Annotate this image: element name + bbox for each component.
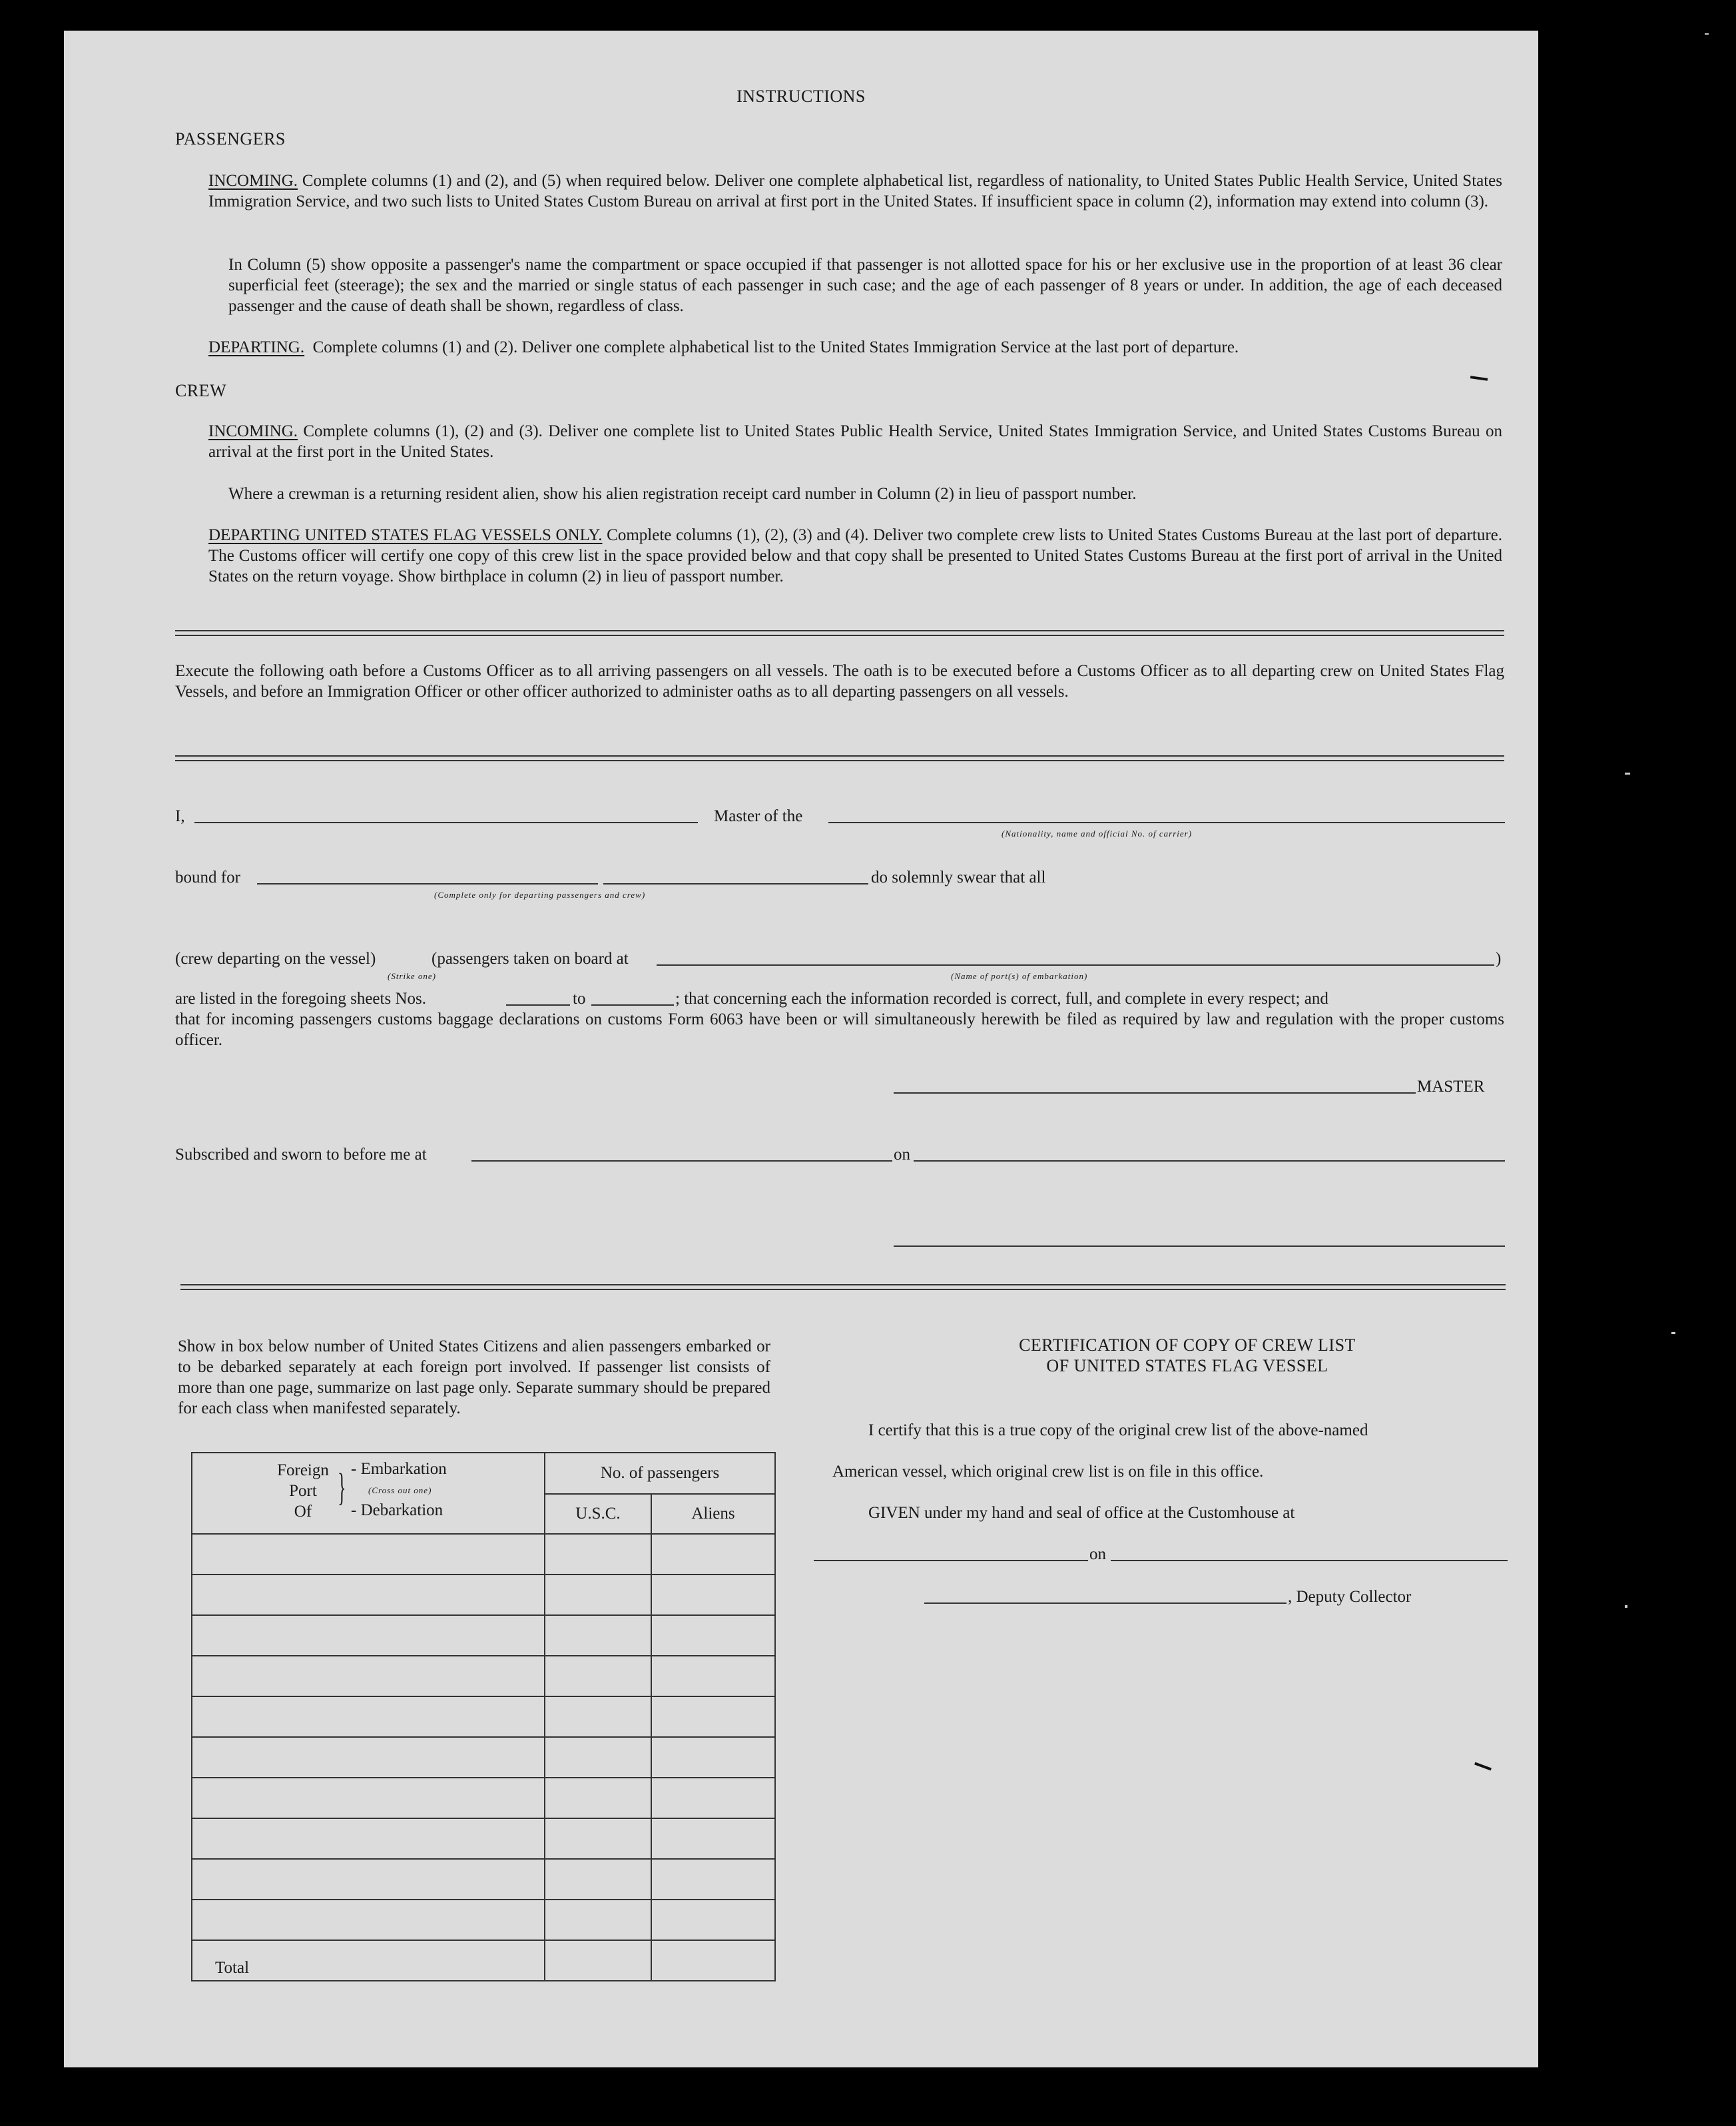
- bound-for-field-1[interactable]: [257, 883, 598, 885]
- port-cell[interactable]: [192, 1900, 545, 1940]
- table-row: [192, 1575, 775, 1615]
- table-row: [192, 1615, 775, 1656]
- passengers-incoming-label: INCOMING.: [208, 172, 298, 190]
- foreign-port-header: [192, 1453, 545, 1534]
- aliens-cell[interactable]: [651, 1615, 775, 1656]
- listed-continuation: ; that concerning each the information recorded is correct, full, and complete in every respect; and: [675, 990, 1328, 1008]
- master-label: MASTER: [1417, 1078, 1485, 1096]
- foreign-label: Foreign: [277, 1461, 329, 1479]
- table-row: [192, 1778, 775, 1818]
- certification-title-line1: CERTIFICATION OF COPY OF CREW LIST: [1019, 1335, 1356, 1355]
- port-cell[interactable]: [192, 1696, 545, 1737]
- certification-on-label: on: [1089, 1545, 1106, 1563]
- scan-mark: [1470, 376, 1488, 381]
- total-aliens-cell[interactable]: [651, 1940, 775, 1981]
- scan-mark: [1705, 33, 1709, 35]
- table-row: [192, 1696, 775, 1737]
- scan-mark: [1625, 773, 1630, 775]
- cross-out-hint: (Cross out one): [368, 1485, 432, 1495]
- master-of-the-label: Master of the: [714, 807, 803, 825]
- scan-mark: [1474, 1762, 1492, 1771]
- usc-cell[interactable]: [545, 1859, 651, 1900]
- table-row: [192, 1900, 775, 1940]
- usc-cell[interactable]: [545, 1575, 651, 1615]
- crew-resident-paragraph: Where a crewman is a returning resident alien, show his alien registration receipt card number in Column (2) in lieu of passport number.: [228, 485, 1137, 503]
- crew-departing-paragraph: [208, 525, 1502, 587]
- debarkation-label: - Debarkation: [351, 1501, 443, 1519]
- passengers-departing-label: DEPARTING.: [208, 338, 305, 356]
- crew-departing-text: Complete columns (1), (2), (3) and (4). Deliver two complete crew lists to United States Customs Bureau at the last port of departure. The Customs officer will certify one copy of this crew list in the space provided below and that copy shall be presented to United States Customs Bureau at the first port of arrival in the United States on the return voyage. Show birthplace in column (2) in lieu of passport number.: [208, 526, 1503, 585]
- carrier-field[interactable]: [828, 822, 1505, 823]
- passengers-incoming-paragraph: [208, 171, 1502, 212]
- complete-only-hint: (Complete only for departing passengers and crew): [434, 890, 646, 900]
- port-cell[interactable]: [192, 1575, 545, 1615]
- crew-heading: CREW: [175, 381, 227, 400]
- passengers-taken-option[interactable]: (passengers taken on board at: [432, 950, 629, 968]
- bound-for-field-2[interactable]: [603, 883, 868, 885]
- passengers-heading: PASSENGERS: [175, 129, 286, 149]
- aliens-cell[interactable]: [651, 1534, 775, 1575]
- total-row: [192, 1940, 775, 1981]
- passengers-incoming-text: Complete columns (1) and (2), and (5) when required below. Deliver one complete alphabetical list, regardless of nationality, to United States Public Health Service, United States Immigration Service, and two such lists to United States Custom Bureau on arrival at first port in the United States. If insufficient space in column (2), information may extend into column (3).: [208, 172, 1503, 210]
- certification-line3: GIVEN under my hand and seal of office at the Customhouse at: [868, 1504, 1295, 1522]
- listed-label: are listed in the foregoing sheets Nos.: [175, 990, 426, 1008]
- officer-signature-field[interactable]: [894, 1245, 1505, 1247]
- bound-for-label: bound for: [175, 869, 240, 886]
- nationality-hint: (Nationality, name and official No. of carrier): [1002, 829, 1193, 839]
- aliens-cell[interactable]: [651, 1696, 775, 1737]
- aliens-cell[interactable]: [651, 1656, 775, 1696]
- port-cell[interactable]: [192, 1859, 545, 1900]
- subscribed-label: Subscribed and sworn to before me at: [175, 1146, 427, 1164]
- subscribed-date-field[interactable]: [914, 1160, 1505, 1162]
- usc-cell[interactable]: [545, 1818, 651, 1859]
- table-row: [192, 1737, 775, 1778]
- usc-cell[interactable]: [545, 1656, 651, 1696]
- oath-i-label: I,: [175, 807, 185, 825]
- form-sheet: [64, 31, 1538, 2067]
- usc-header: U.S.C.: [545, 1494, 651, 1534]
- brace-icon: }: [338, 1465, 346, 1509]
- usc-cell[interactable]: [545, 1615, 651, 1656]
- passengers-departing-text: Complete columns (1) and (2). Deliver one complete alphabetical list to the United States Immigration Service at the last port of departure.: [312, 338, 1239, 356]
- passengers-departing-paragraph: [208, 337, 1502, 358]
- aliens-cell[interactable]: [651, 1778, 775, 1818]
- listed-declaration: that for incoming passengers customs baggage declarations on customs Form 6063 have been or will simultaneously herewith be filed as required by law and regulation with the proper customs officer.: [175, 1010, 1504, 1049]
- aliens-header: Aliens: [651, 1494, 775, 1534]
- passenger-summary-table: [191, 1452, 776, 1981]
- crew-incoming-paragraph: [208, 421, 1502, 462]
- table-row: [192, 1656, 775, 1696]
- usc-cell[interactable]: [545, 1900, 651, 1940]
- scan-mark: [1625, 1605, 1627, 1608]
- table-row: [192, 1818, 775, 1859]
- usc-cell[interactable]: [545, 1778, 651, 1818]
- master-signature-field[interactable]: [894, 1092, 1416, 1094]
- port-hint: (Name of port(s) of embarkation): [951, 971, 1088, 981]
- oath-instruction: Execute the following oath before a Customs Officer as to all arriving passengers on all vessels. The oath is to be executed before a Customs Officer as to all departing crew on United States Flag Vessels, and before an Immigration Officer or other officer authorized to administer oaths as to all departing passengers on all vessels.: [175, 662, 1504, 701]
- subscribed-place-field[interactable]: [471, 1160, 892, 1162]
- certification-title-line2: OF UNITED STATES FLAG VESSEL: [1046, 1356, 1328, 1375]
- port-cell[interactable]: [192, 1737, 545, 1778]
- divider: [175, 755, 1504, 761]
- table-row: [192, 1859, 775, 1900]
- sheet-to-field[interactable]: [591, 1004, 674, 1006]
- aliens-cell[interactable]: [651, 1575, 775, 1615]
- crew-incoming-text: Complete columns (1), (2) and (3). Deliver one complete list to United States Public Health Service, United States Immigration Service, and United States Customs Bureau on arrival at the first port in the United States.: [208, 422, 1502, 461]
- port-label: Port: [289, 1482, 317, 1500]
- embarkation-port-field[interactable]: [657, 964, 1494, 966]
- subscribed-on-label: on: [894, 1146, 910, 1164]
- crew-departing-option[interactable]: (crew departing on the vessel): [175, 950, 376, 968]
- aliens-cell[interactable]: [651, 1818, 775, 1859]
- do-solemnly-label: do solemnly swear that all: [871, 869, 1046, 886]
- port-cell[interactable]: [192, 1818, 545, 1859]
- table-row: [192, 1534, 775, 1575]
- sheet-from-field[interactable]: [506, 1004, 570, 1006]
- close-paren: ): [1496, 950, 1502, 968]
- certification-line1: I certify that this is a true copy of the original crew list of the above-named: [868, 1421, 1368, 1439]
- total-usc-cell[interactable]: [545, 1940, 651, 1981]
- divider: [175, 630, 1504, 636]
- instructions-title: INSTRUCTIONS: [736, 87, 866, 106]
- deputy-signature-field[interactable]: [924, 1602, 1287, 1604]
- certification-line2: American vessel, which original crew list is on file in this office.: [832, 1463, 1264, 1481]
- aliens-cell[interactable]: [651, 1859, 775, 1900]
- deputy-collector-label: , Deputy Collector: [1288, 1588, 1412, 1606]
- port-cell[interactable]: [192, 1656, 545, 1696]
- strike-one-hint: (Strike one): [388, 971, 437, 981]
- port-cell[interactable]: [192, 1778, 545, 1818]
- divider: [180, 1284, 1506, 1290]
- crew-departing-label: DEPARTING UNITED STATES FLAG VESSELS ONLY.: [208, 526, 603, 544]
- crew-incoming-label: INCOMING.: [208, 422, 298, 440]
- usc-cell[interactable]: [545, 1696, 651, 1737]
- customhouse-field[interactable]: [814, 1560, 1088, 1561]
- master-name-field[interactable]: [194, 822, 698, 823]
- of-label: Of: [294, 1503, 312, 1521]
- certification-date-field[interactable]: [1111, 1560, 1508, 1561]
- scan-mark: [1671, 1332, 1675, 1334]
- no-of-passengers-header: No. of passengers: [545, 1453, 775, 1494]
- listed-to-label: to: [573, 990, 586, 1008]
- aliens-cell[interactable]: [651, 1900, 775, 1940]
- usc-cell[interactable]: [545, 1737, 651, 1778]
- total-label: Total: [192, 1940, 545, 1981]
- embarkation-label: - Embarkation: [351, 1460, 447, 1478]
- port-cell[interactable]: [192, 1534, 545, 1575]
- usc-cell[interactable]: [545, 1534, 651, 1575]
- port-cell[interactable]: [192, 1615, 545, 1656]
- summary-instruction: Show in box below number of United States Citizens and alien passengers embarked or to be debarked separately at each foreign port involved. If passenger list consists of more than one page, summarize on last page only. Separate summary should be prepared for each class when manifested separately.: [178, 1337, 770, 1417]
- certification-title: [856, 1335, 1518, 1376]
- aliens-cell[interactable]: [651, 1737, 775, 1778]
- passengers-column5-paragraph: In Column (5) show opposite a passenger's name the compartment or space occupied if that passenger is not allotted space for his or her exclusive use in the proportion of at least 36 clear superficial feet (steerage); the sex and the married or single status of each passenger in such case; and the age of each passenger of 8 years or under. In addition, the age of each deceased passenger and the cause of death shall be shown, regardless of class.: [228, 256, 1502, 315]
